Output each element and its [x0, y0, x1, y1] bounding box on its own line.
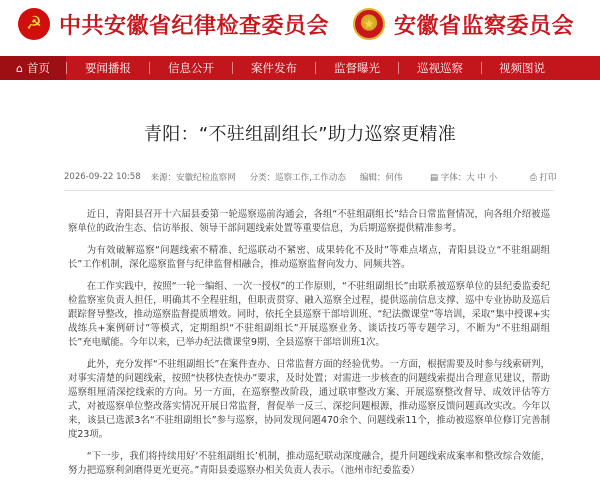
nav-item-video[interactable]	[482, 56, 562, 80]
nav-item-cases[interactable]	[233, 56, 315, 80]
home-icon: ⌂	[16, 61, 23, 75]
nav-item-exposure[interactable]	[316, 56, 398, 80]
nav-item-home[interactable]	[0, 56, 66, 80]
print-button[interactable]: ⎙ 打印	[530, 173, 557, 183]
nav-item-inspection[interactable]	[399, 56, 481, 80]
site-header	[0, 0, 600, 52]
article-paragraph: 在工作实践中，按照“一轮一编组、一次一授权”的工作原则，“不驻组副组长”由联系被巡察单位的县纪委监委纪检监察室负责人担任，明确其不全程驻组，但职责贯穿、融入巡察全过程，提供巡前信息支撑、巡中专业协助及巡后跟踪督导整改，推动巡察监督提质增效。同时，依托全县巡察干部培训班、“纪法微课堂”等培训，采取“集中授课+实战练兵+案例研讨”等模式，定期组织“不驻组副组长”开展巡察业务、谈话技巧等专题学习，不断为“不驻组副组长”充电赋能。今年以来，已举办纪法微课堂9期、全县巡察干部培训班1次。	[68, 281, 550, 348]
nav-item-news[interactable]	[67, 56, 149, 80]
nav-item-info-disclosure[interactable]	[150, 56, 232, 80]
article-paragraph: 此外，充分发挥“不驻组副组长”在案件查办、日常监督方面的经验优势。一方面，根据需要及时参与线索研判，对事实清楚的问题线索，按照“快移快查快办”要求，及时处置；对需进一步核查的问题线索提出合理意见建议，帮助巡察组厘清深挖线索的方向。另一方面，在巡察整改阶段，通过联审整改方案、开展巡察整改督导、成效评估等方式，对被巡察单位整改落实情况开展日常监督，督促举一反三、深挖问题根源，推动巡察反馈问题真改实改。今年以来，该县已选派3名“不驻组副组长”参与巡察，协同发现问题470余个、问题线索11个，推动被巡察单位修订完善制度23项。	[68, 359, 550, 440]
article-source: 来源：安徽纪检监察网	[150, 173, 236, 183]
article-editor: 编辑：何伟	[359, 173, 403, 183]
article-category: 分类：巡察工作,工作动态	[249, 173, 346, 183]
publish-date: 2026-09-22 10:58	[64, 172, 141, 182]
cdi-logo[interactable]	[18, 8, 329, 40]
cdi-site-title: 中共安徽省纪律检查委员会	[59, 12, 330, 39]
party-emblem-icon: ☭	[18, 8, 50, 40]
nav-item-label: 监督曝光	[334, 61, 380, 75]
article-body	[68, 208, 550, 486]
article-paragraph: 为有效破解巡察“问题线索不精准、纪巡联动不紧密、成果转化不及时”等难点堵点，青阳县设立“不驻组副组长”工作机制，深化巡察监督与纪律监督相融合，推动巡察监督向发力、同频共答。	[68, 245, 550, 270]
national-emblem-icon: ★	[353, 8, 385, 40]
nav-item-label: 信息公开	[168, 61, 214, 75]
article-paragraph: “下一步，我们将持续用好‘不驻组副组长’机制，推动巡纪联动深度融合，提升问题线索成案率和整改综合效能，努力把巡察利剑磨得更光更亮。”青阳县委巡察办相关负责人表示。（池州市纪委监委）	[68, 451, 550, 476]
meta-divider	[64, 190, 554, 191]
nav-item-label: 首页	[26, 61, 50, 75]
article-meta	[64, 169, 557, 185]
article-paragraph: 近日，青阳县召开十六届县委第一轮巡察巡前沟通会，各组“不驻组副组长”结合日常监督情况，向各组介绍被巡察单位的政治生态、信访举报、领导干部问题线索处置等重要信息，为后期巡察提供精准参考。	[68, 209, 550, 234]
printer-icon: ⎙	[530, 173, 540, 183]
font-size-control[interactable]: ▤ 字体：大 中 小	[430, 173, 498, 183]
nav-item-label: 视频图说	[499, 61, 545, 75]
nav-item-label: 要闻播报	[85, 61, 131, 75]
main-nav	[0, 56, 600, 80]
supervision-site-title: 安徽省监察委员会	[394, 12, 575, 39]
nav-item-label: 巡视巡察	[417, 61, 463, 75]
nav-item-label: 案件发布	[251, 61, 297, 75]
font-size-icon: ▤	[430, 173, 441, 183]
article-title: 青阳：“不驻组副组长”助力巡察更精准	[143, 124, 457, 145]
supervision-logo[interactable]	[353, 8, 574, 40]
